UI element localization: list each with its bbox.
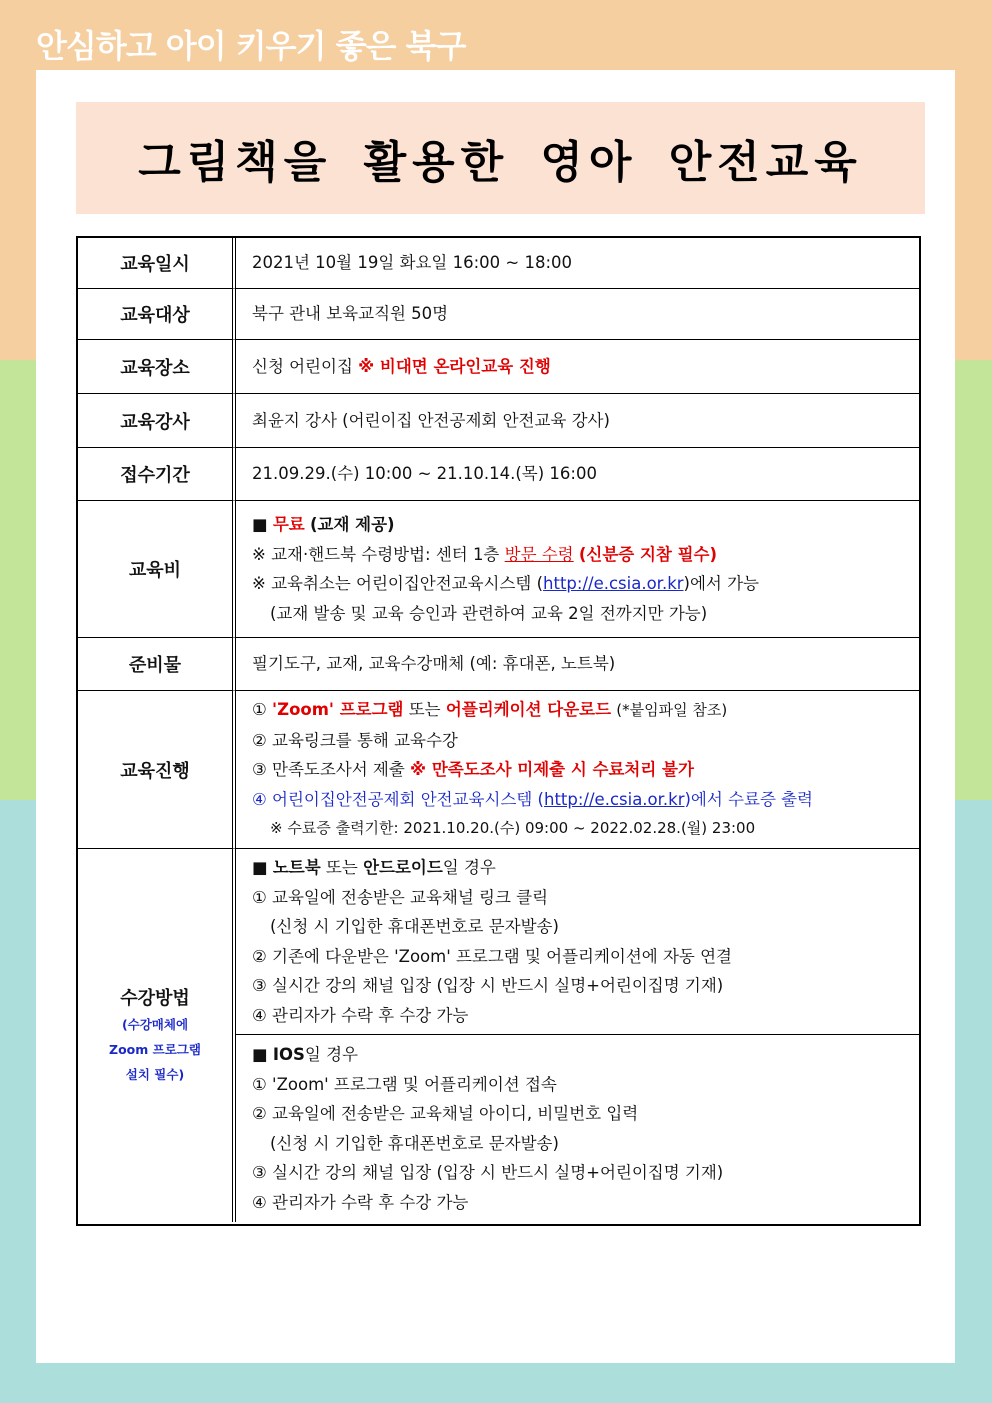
value-period (236, 448, 919, 501)
pc-heading-notebook: 노트북 (272, 858, 321, 877)
ios-step-1: ① 'Zoom' 프로그램 및 어플리케이션 접속 (252, 1074, 557, 1094)
label-fee: 교육비 (78, 501, 236, 638)
fee-line-4: (교재 발송 및 교육 승인과 관련하여 교육 2일 전까지만 가능) (270, 603, 708, 623)
step-4-text: 어린이집안전공제회 안전교육시스템 ( (272, 789, 544, 809)
label-period: 접수기간 (78, 448, 236, 501)
fee-id-required: (신분증 지참 필수) (578, 544, 718, 564)
label-materials: 준비물 (78, 638, 236, 691)
label-progress: 교육진행 (78, 691, 236, 849)
period-text: 21.09.29.(수) 10:00 ~ 21.10.14.(목) 16:00 (252, 464, 597, 484)
ios-step-4: ④ 관리자가 수락 후 수강 가능 (252, 1192, 469, 1212)
ios-heading-ios: IOS (272, 1045, 305, 1064)
attachment-ref: (*붙임파일 참조) (616, 701, 728, 720)
place-text: 신청 어린이집 (252, 356, 353, 376)
title-banner (76, 102, 925, 214)
method-note-line-2: Zoom 프로그램 (109, 1042, 201, 1057)
pc-heading-case: 일 경우 (442, 858, 496, 877)
pc-step-1: ① 교육일에 전송받은 교육채널 링크 클릭 (252, 887, 549, 907)
zoom-program: 'Zoom' 프로그램 (272, 700, 404, 720)
ios-step-3: ③ 실시간 강의 채널 입장 (입장 시 반드시 실명+어린이집명 기재) (252, 1163, 724, 1182)
pc-heading (252, 853, 903, 883)
ios-heading (252, 1040, 903, 1070)
value-place (236, 340, 919, 394)
fee-visit-pickup: 방문 수령 (504, 544, 574, 564)
progress-step-1 (252, 695, 903, 726)
progress-or: 또는 (408, 700, 441, 720)
step-3-text: ③ 만족도조사서 제출 (252, 760, 405, 780)
progress-step-2: ② 교육링크를 통해 교육수강 (252, 730, 458, 750)
ios-step-2-sub: (신청 시 기입한 휴대폰번호로 문자발송) (270, 1133, 559, 1153)
pc-step-1-sub: (신청 시 기입한 휴대폰번호로 문자발송) (270, 917, 559, 936)
label-target: 교육대상 (78, 289, 236, 340)
pc-heading-android: 안드로이드 (363, 858, 443, 877)
target-text: 북구 관내 보육교직원 50명 (252, 304, 449, 324)
value-target (236, 289, 919, 340)
step-4-number: ④ (252, 789, 267, 809)
label-date: 교육일시 (78, 238, 236, 289)
slogan: 안심하고 아이 키우기 좋은 북구 (36, 27, 466, 65)
fee-pickup-text: ※ 교재·핸드북 수령방법: 센터 1층 (252, 544, 500, 564)
fee-material: (교재 제공) (309, 515, 395, 534)
value-progress (236, 691, 919, 849)
method-note-line-3: 설치 필수) (125, 1067, 185, 1082)
fee-line-3 (252, 569, 903, 599)
progress-step-3 (252, 755, 903, 785)
certificate-link[interactable]: http://e.csia.or.kr (544, 789, 685, 809)
pc-step-2: ② 기존에 다운받은 'Zoom' 프로그램 및 어플리케이션에 자동 연결 (252, 946, 732, 966)
date-text: 2021년 10월 19일 화요일 16:00 ~ 18:00 (252, 253, 573, 273)
value-fee (236, 501, 919, 638)
square-bullet-icon: ■ (252, 858, 268, 877)
fee-line-2 (252, 540, 903, 570)
label-method (78, 849, 236, 1222)
pc-step-3: ③ 실시간 강의 채널 입장 (입장 시 반드시 실명+어린이집명 기재) (252, 976, 724, 995)
step-1-number: ① (252, 700, 267, 720)
value-method-ios (236, 1035, 919, 1222)
method-note-line-1: (수강매체에 (121, 1017, 189, 1032)
ios-step-2: ② 교육일에 전송받은 교육채널 아이디, 비밀번호 입력 (252, 1104, 639, 1123)
method-label-text: 수강방법 (120, 988, 190, 1009)
value-materials (236, 638, 919, 691)
fee-cancel-text: ※ 교육취소는 어린이집안전교육시스템 ( (252, 574, 544, 593)
certificate-deadline: ※ 수료증 출력기한: 2021.10.20.(수) 09:00 ~ 2022.02.28.(월) 23:00 (270, 819, 756, 838)
value-method-pc (236, 849, 919, 1035)
label-instructor: 교육강사 (78, 394, 236, 448)
square-bullet-icon: ■ (252, 515, 268, 534)
document-sheet (36, 70, 955, 1363)
fee-line-1 (252, 510, 903, 540)
square-bullet-icon: ■ (252, 1045, 268, 1064)
materials-text: 필기도구, 교재, 교육수강매체 (예: 휴대폰, 노트북) (252, 654, 616, 674)
place-online-note: ※ 비대면 온라인교육 진행 (358, 356, 551, 376)
info-table (76, 236, 921, 1226)
fee-cancel-text-end: )에서 가능 (683, 574, 759, 593)
label-place: 교육장소 (78, 340, 236, 394)
method-note (109, 1012, 201, 1087)
instructor-text: 최윤지 강사 (어린이집 안전공제회 안전교육 강사) (252, 410, 610, 430)
ios-heading-case: 일 경우 (304, 1045, 358, 1064)
step-4-text-end: )에서 수료증 출력 (684, 789, 813, 809)
page-title: 그림책을 활용한 영아 안전교육 (138, 137, 863, 188)
fee-cancel-link[interactable]: http://e.csia.or.kr (543, 574, 684, 593)
survey-warning: ※ 만족도조사 미제출 시 수료처리 불가 (410, 760, 694, 780)
pc-heading-or: 또는 (325, 858, 358, 877)
pc-step-4: ④ 관리자가 수락 후 수강 가능 (252, 1005, 469, 1025)
value-instructor (236, 394, 919, 448)
value-date (236, 238, 919, 289)
fee-free: 무료 (272, 515, 305, 534)
progress-step-4 (252, 785, 903, 815)
app-download: 어플리케이션 다운로드 (445, 700, 612, 720)
